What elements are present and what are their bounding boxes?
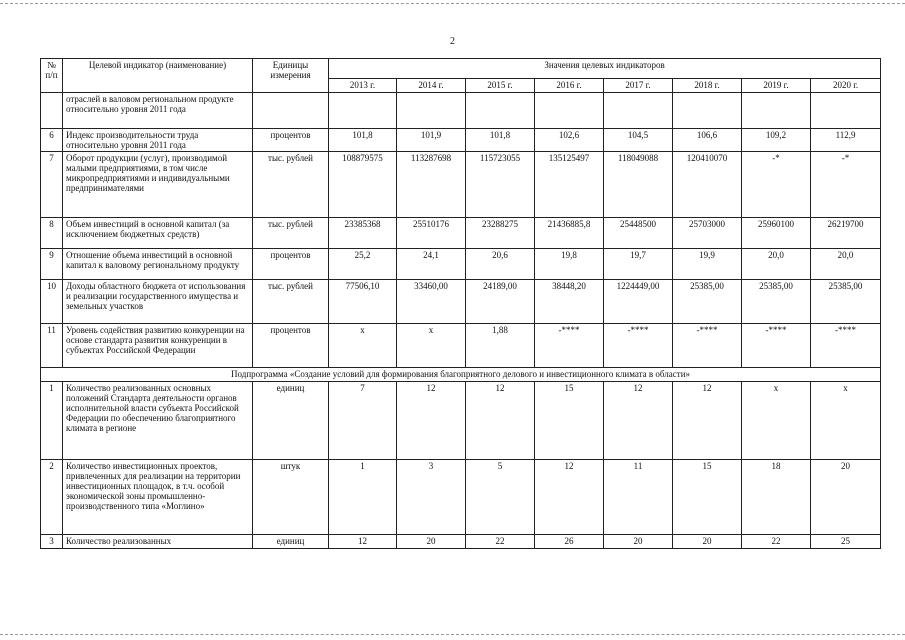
value-cell: 20,6: [466, 249, 535, 280]
value-cell: -****: [811, 324, 881, 368]
table-row: [41, 460, 881, 535]
row-number: 10: [41, 280, 63, 324]
value-cell: 12: [604, 382, 673, 460]
value-cell: 25960100: [742, 218, 811, 249]
value-cell: х: [811, 382, 881, 460]
value-cell: 22: [466, 535, 535, 549]
value-cell: 15: [535, 382, 604, 460]
value-cell: 106,6: [673, 129, 742, 152]
value-cell: 1: [329, 460, 397, 535]
value-cell: 33460,00: [397, 280, 466, 324]
value-cell: -****: [673, 324, 742, 368]
header-indicator: Целевой индикатор (наименование): [63, 59, 253, 93]
value-cell: 77506,10: [329, 280, 397, 324]
row-number: 1: [41, 382, 63, 460]
value-cell: 38448,20: [535, 280, 604, 324]
value-cell: х: [397, 324, 466, 368]
value-cell: 120410070: [673, 152, 742, 218]
value-cell: 20: [397, 535, 466, 549]
value-cell: 23288275: [466, 218, 535, 249]
value-cell: 25,2: [329, 249, 397, 280]
value-cell: -****: [742, 324, 811, 368]
value-cell: 20: [604, 535, 673, 549]
value-cell: 12: [535, 460, 604, 535]
indicator-name: Отношение объема инвестиций в основной капитал к валовому региональному продукту: [63, 249, 253, 280]
value-cell: 12: [466, 382, 535, 460]
table-row: [41, 129, 881, 152]
table-row: [41, 218, 881, 249]
row-number: 6: [41, 129, 63, 152]
value-cell: 11: [604, 460, 673, 535]
row-number: 8: [41, 218, 63, 249]
value-cell: [397, 93, 466, 129]
header-values-group: Значения целевых индикаторов: [329, 59, 881, 79]
value-cell: 104,5: [604, 129, 673, 152]
value-cell: 26219700: [811, 218, 881, 249]
value-cell: 1,88: [466, 324, 535, 368]
value-cell: 21436885,8: [535, 218, 604, 249]
header-unit: Единицы измерения: [253, 59, 329, 93]
value-cell: 115723055: [466, 152, 535, 218]
header-year: 2018 г.: [673, 79, 742, 93]
value-cell: 22: [742, 535, 811, 549]
value-cell: 12: [329, 535, 397, 549]
table-header: [41, 59, 881, 93]
value-cell: 3: [397, 460, 466, 535]
row-number: 2: [41, 460, 63, 535]
indicator-name: Оборот продукции (услуг), производимой малыми предприятиями, в том числе микропредприятиями и индивидуальными предпринимателями: [63, 152, 253, 218]
table-row: [41, 324, 881, 368]
header-year: 2014 г.: [397, 79, 466, 93]
header-year: 2019 г.: [742, 79, 811, 93]
table-body: [41, 93, 881, 549]
value-cell: 25510176: [397, 218, 466, 249]
value-cell: 25: [811, 535, 881, 549]
value-cell: 5: [466, 460, 535, 535]
row-number: 11: [41, 324, 63, 368]
target-indicators-table: [40, 58, 881, 549]
value-cell: 101,9: [397, 129, 466, 152]
value-cell: 12: [673, 382, 742, 460]
scan-edge-top: [0, 3, 905, 4]
unit-cell: процентов: [253, 129, 329, 152]
unit-cell: тыс. рублей: [253, 218, 329, 249]
value-cell: 15: [673, 460, 742, 535]
value-cell: 24,1: [397, 249, 466, 280]
value-cell: 24189,00: [466, 280, 535, 324]
value-cell: -****: [535, 324, 604, 368]
value-cell: 23385368: [329, 218, 397, 249]
value-cell: х: [329, 324, 397, 368]
value-cell: 19,8: [535, 249, 604, 280]
value-cell: [673, 93, 742, 129]
value-cell: 12: [397, 382, 466, 460]
value-cell: х: [742, 382, 811, 460]
value-cell: 25385,00: [673, 280, 742, 324]
value-cell: 25385,00: [811, 280, 881, 324]
value-cell: 25448500: [604, 218, 673, 249]
value-cell: -*: [811, 152, 881, 218]
value-cell: [535, 93, 604, 129]
value-cell: 26: [535, 535, 604, 549]
unit-cell: штук: [253, 460, 329, 535]
value-cell: [742, 93, 811, 129]
unit-cell: тыс. рублей: [253, 280, 329, 324]
table-row: [41, 382, 881, 460]
header-num: № п/п: [41, 59, 63, 93]
section-title: Подпрограмма «Создание условий для формирования благоприятного делового и инвестиционного климата в области»: [41, 368, 881, 382]
value-cell: 19,7: [604, 249, 673, 280]
row-number: 7: [41, 152, 63, 218]
value-cell: 1224449,00: [604, 280, 673, 324]
value-cell: 113287698: [397, 152, 466, 218]
value-cell: 20: [673, 535, 742, 549]
value-cell: 7: [329, 382, 397, 460]
unit-cell: тыс. рублей: [253, 152, 329, 218]
value-cell: 118049088: [604, 152, 673, 218]
row-number: 3: [41, 535, 63, 549]
value-cell: 20,0: [811, 249, 881, 280]
page-number: 2: [450, 36, 455, 47]
value-cell: [329, 93, 397, 129]
row-number: [41, 93, 63, 129]
table-row: [41, 152, 881, 218]
value-cell: 20: [811, 460, 881, 535]
indicator-name: Количество реализованных основных положений Стандарта деятельности органов исполнительной власти субъекта Российской Федерации по обеспечению благоприятного климата в регионе: [63, 382, 253, 460]
indicator-name: Количество реализованных: [63, 535, 253, 549]
value-cell: 109,2: [742, 129, 811, 152]
header-year: 2015 г.: [466, 79, 535, 93]
indicator-name: Уровень содействия развитию конкуренции на основе стандарта развития конкуренции в субъектах Российской Федерации: [63, 324, 253, 368]
indicator-name: Индекс производительности труда относительно уровня 2011 года: [63, 129, 253, 152]
unit-cell: процентов: [253, 249, 329, 280]
value-cell: 20,0: [742, 249, 811, 280]
value-cell: 112,9: [811, 129, 881, 152]
value-cell: 108879575: [329, 152, 397, 218]
unit-cell: процентов: [253, 324, 329, 368]
value-cell: -*: [742, 152, 811, 218]
value-cell: 19,9: [673, 249, 742, 280]
value-cell: [811, 93, 881, 129]
header-year: 2013 г.: [329, 79, 397, 93]
header-year: 2016 г.: [535, 79, 604, 93]
indicator-name: отраслей в валовом региональном продукте относительно уровня 2011 года: [63, 93, 253, 129]
value-cell: 102,6: [535, 129, 604, 152]
indicator-name: Объем инвестиций в основной капитал (за исключением бюджетных средств): [63, 218, 253, 249]
value-cell: 135125497: [535, 152, 604, 218]
unit-cell: [253, 93, 329, 129]
indicator-name: Количество инвестиционных проектов, привлеченных для реализации на территории инвестиционных площадок, в т.ч. особой экономической зоны промышленно-производственного типа «Моглино»: [63, 460, 253, 535]
unit-cell: единиц: [253, 382, 329, 460]
value-cell: -****: [604, 324, 673, 368]
value-cell: 25703000: [673, 218, 742, 249]
section-row: [41, 368, 881, 382]
unit-cell: единиц: [253, 535, 329, 549]
table-row: [41, 249, 881, 280]
scan-edge-bottom: [0, 634, 905, 635]
row-number: 9: [41, 249, 63, 280]
table-row: [41, 280, 881, 324]
value-cell: [466, 93, 535, 129]
value-cell: 101,8: [466, 129, 535, 152]
value-cell: 101,8: [329, 129, 397, 152]
header-year: 2020 г.: [811, 79, 881, 93]
table-row: [41, 93, 881, 129]
value-cell: 18: [742, 460, 811, 535]
value-cell: 25385,00: [742, 280, 811, 324]
indicator-name: Доходы областного бюджета от использования и реализации государственного имущества и земельных участков: [63, 280, 253, 324]
value-cell: [604, 93, 673, 129]
header-year: 2017 г.: [604, 79, 673, 93]
table-row: [41, 535, 881, 549]
